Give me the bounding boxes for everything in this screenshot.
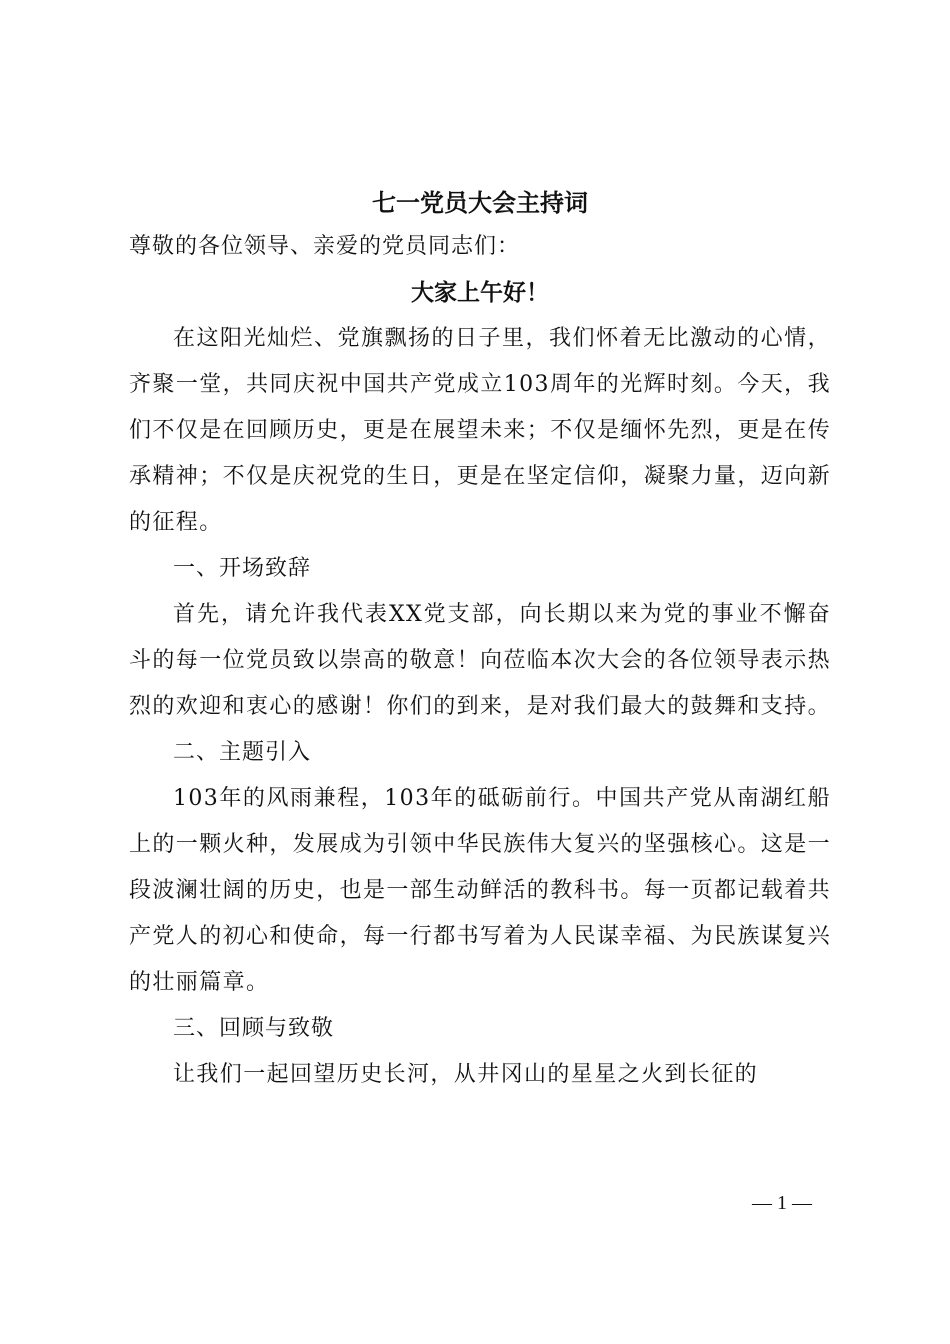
- document-title: 七一党员大会主持词: [372, 188, 588, 217]
- page-number: — 1 —: [752, 1192, 812, 1214]
- section-paragraph-review: 让我们一起回望历史长河，从井冈山的星星之火到长征的: [173, 1062, 759, 1087]
- section-heading-review: 三、回顾与致敬: [173, 1016, 335, 1041]
- section-heading-opening: 一、开场致辞: [173, 556, 312, 581]
- salutation: 尊敬的各位领导、亲爱的党员同志们：: [129, 234, 521, 259]
- greeting-line: 大家上午好！: [411, 279, 549, 306]
- section-paragraph-opening: 首先，请允许我代表XX党支部，向长期以来为党的事业不懈奋斗的每一位党员致以崇高的敬意！向莅临本次大会的各位领导表示热烈的欢迎和衷心的感谢！你们的到来，是对我们最大的鼓舞和支持。: [129, 602, 832, 719]
- section-paragraph-theme: 103年的风雨兼程，103年的砥砺前行。中国共产党从南湖红船上的一颗火种，发展成为引领中华民族伟大复兴的坚强核心。这是一段波澜壮阔的历史，也是一部生动鲜活的教科书。每一页都记载着共产党人的初心和使命，每一行都书写着为人民谋幸福、为民族谋复兴的壮丽篇章。: [129, 786, 832, 995]
- section-heading-theme: 二、主题引入: [173, 740, 312, 765]
- document-body: [129, 182, 831, 1098]
- intro-paragraph: 在这阳光灿烂、党旗飘扬的日子里，我们怀着无比激动的心情，齐聚一堂，共同庆祝中国共产党成立103周年的光辉时刻。今天，我们不仅是在回顾历史，更是在展望未来；不仅是缅怀先烈，更是在传承精神；不仅是庆祝党的生日，更是在坚定信仰，凝聚力量，迈向新的征程。: [129, 326, 832, 535]
